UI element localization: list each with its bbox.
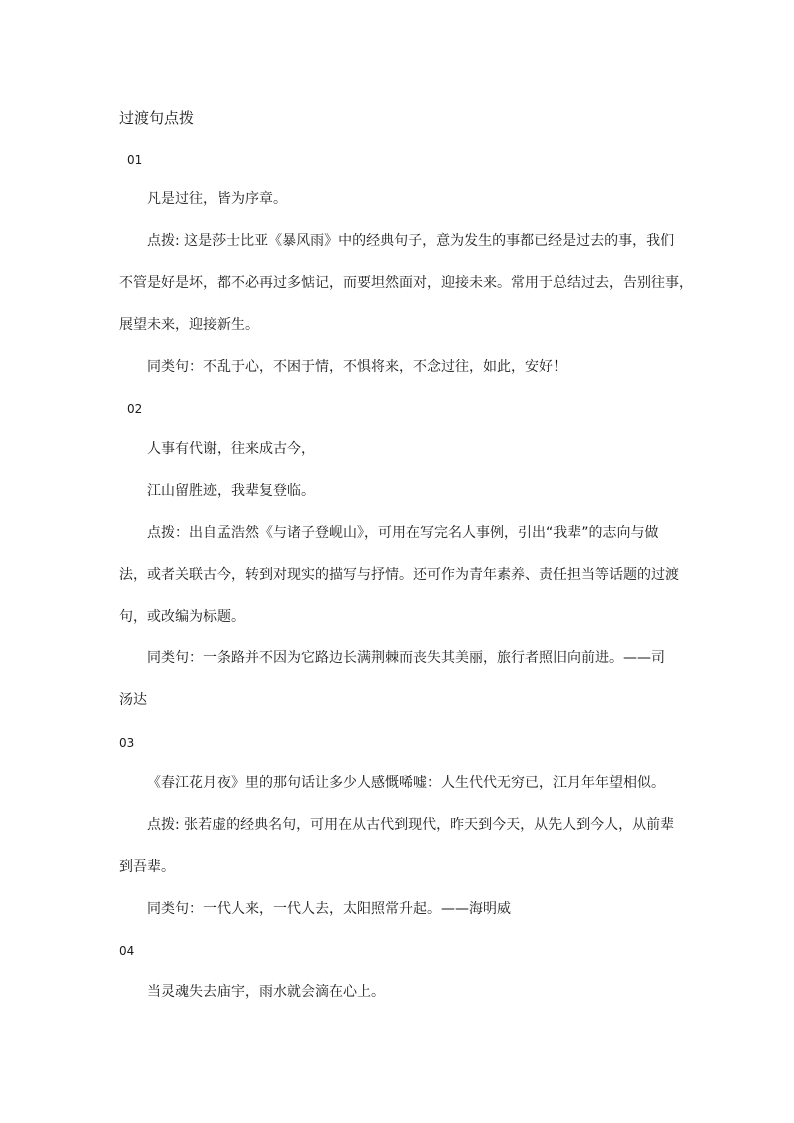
note-line: 点拨: 这是莎士比亚《暴风雨》中的经典句子，意为发生的事都已经是过去的事，我们 [147,233,675,249]
similar-sentence: 汤达 [119,692,147,708]
note-line: 展望未来，迎接新生。 [119,317,259,333]
note-line: 句，或改编为标题。 [119,609,245,625]
section-number: 03 [119,736,135,750]
section-quote: 凡是过往，皆为序章。 [147,191,287,207]
section-quote: 江山留胜迹，我辈复登临。 [147,483,315,499]
note-line: 不管是好是坏，都不必再过多惦记，而要坦然面对，迎接未来。常用于总结过去，告别往事， [119,275,693,291]
note-line: 点拨：出自孟浩然《与诸子登岘山》，可用在写完名人事例，引出“我辈”的志向与做 [147,525,659,541]
page-title: 过渡句点拨 [119,109,195,127]
similar-sentence: 同类句：一代人来，一代人去，太阳照常升起。——海明威 [147,901,511,917]
similar-sentence: 同类句：一条路并不因为它路边长满荆棘而丧失其美丽，旅行者照旧向前进。——司 [147,650,665,666]
section-quote: 当灵魂失去庙宇，雨水就会滴在心上。 [147,984,385,1000]
section-quote: 《春江花月夜》里的那句话让多少人感慨唏嘘：人生代代无穷已，江月年年望相似。 [147,775,665,791]
section-number: 01 [127,153,143,167]
note-line: 点拨: 张若虚的经典名句，可用在从古代到现代，昨天到今天，从先人到今人，从前辈 [147,817,675,833]
section-number: 02 [127,402,143,416]
similar-sentence: 同类句：不乱于心，不困于情，不惧将来，不念过往，如此，安好！ [147,359,567,375]
note-line: 法，或者关联古今，转到对现实的描写与抒情。还可作为青年素养、责任担当等话题的过渡 [119,567,679,583]
note-line: 到吾辈。 [119,859,175,875]
section-number: 04 [119,944,135,958]
section-quote: 人事有代谢，往来成古今， [147,441,315,457]
